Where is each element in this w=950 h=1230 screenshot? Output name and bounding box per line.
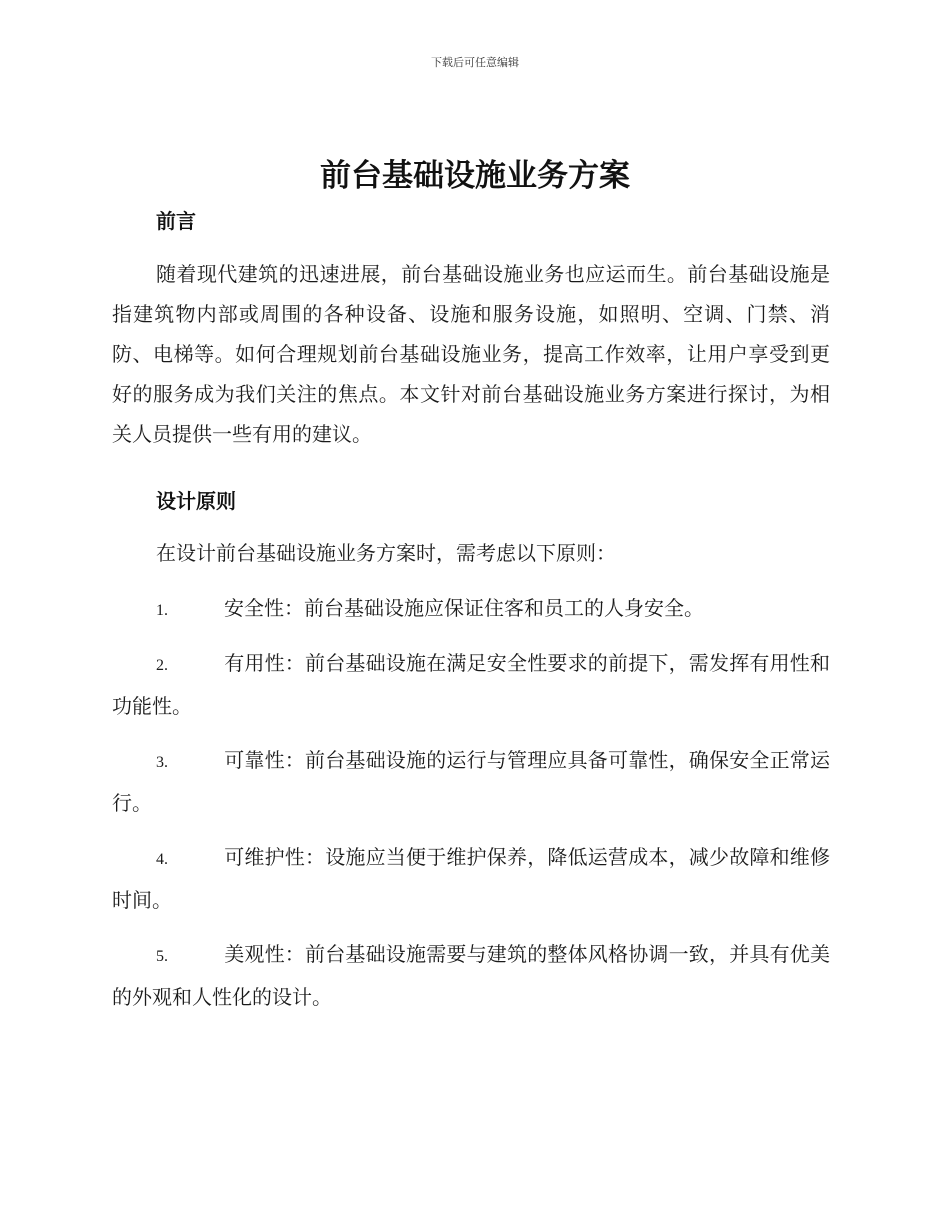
list-number: 4. [156,851,168,868]
section-heading-preface: 前言 [156,209,196,233]
list-item [112,934,830,1017]
list-text: 美观性：前台基础设施需要与建筑的整体风格协调一致，并具有优美的外观和人性化的设计。 [112,942,830,1009]
list-item [112,740,830,823]
list-text: 可靠性：前台基础设施的运行与管理应具备可靠性，确保安全正常运行。 [112,748,830,815]
list-text: 安全性：前台基础设施应保证住客和员工的人身安全。 [224,596,704,620]
list-number: 1. [156,602,168,619]
list-text: 有用性：前台基础设施在满足安全性要求的前提下，需发挥有用性和功能性。 [112,651,830,718]
list-item [112,643,830,726]
list-text: 可维护性：设施应当便于维护保养，降低运营成本，减少故障和维修时间。 [112,845,830,912]
list-number: 2. [156,657,168,674]
list-item [112,588,830,631]
list-item [112,837,830,920]
preface-paragraph: 随着现代建筑的迅速进展，前台基础设施业务也应运而生。前台基础设施是指建筑物内部或周围的各种设备、设施和服务设施，如照明、空调、门禁、消防、电梯等。如何合理规划前台基础设施业务，提高工作效率，让用户享受到更好的服务成为我们关注的焦点。本文针对前台基础设施业务方案进行探讨，为相关人员提供一些有用的建议。 [112,262,830,446]
list-number: 5. [156,948,168,965]
list-number: 3. [156,754,168,771]
principles-intro: 在设计前台基础设施业务方案时，需考虑以下原则： [156,541,616,565]
header-note: 下载后可任意编辑 [431,56,519,69]
section-heading-principles: 设计原则 [156,489,236,513]
document-title: 前台基础设施业务方案 [320,158,630,194]
